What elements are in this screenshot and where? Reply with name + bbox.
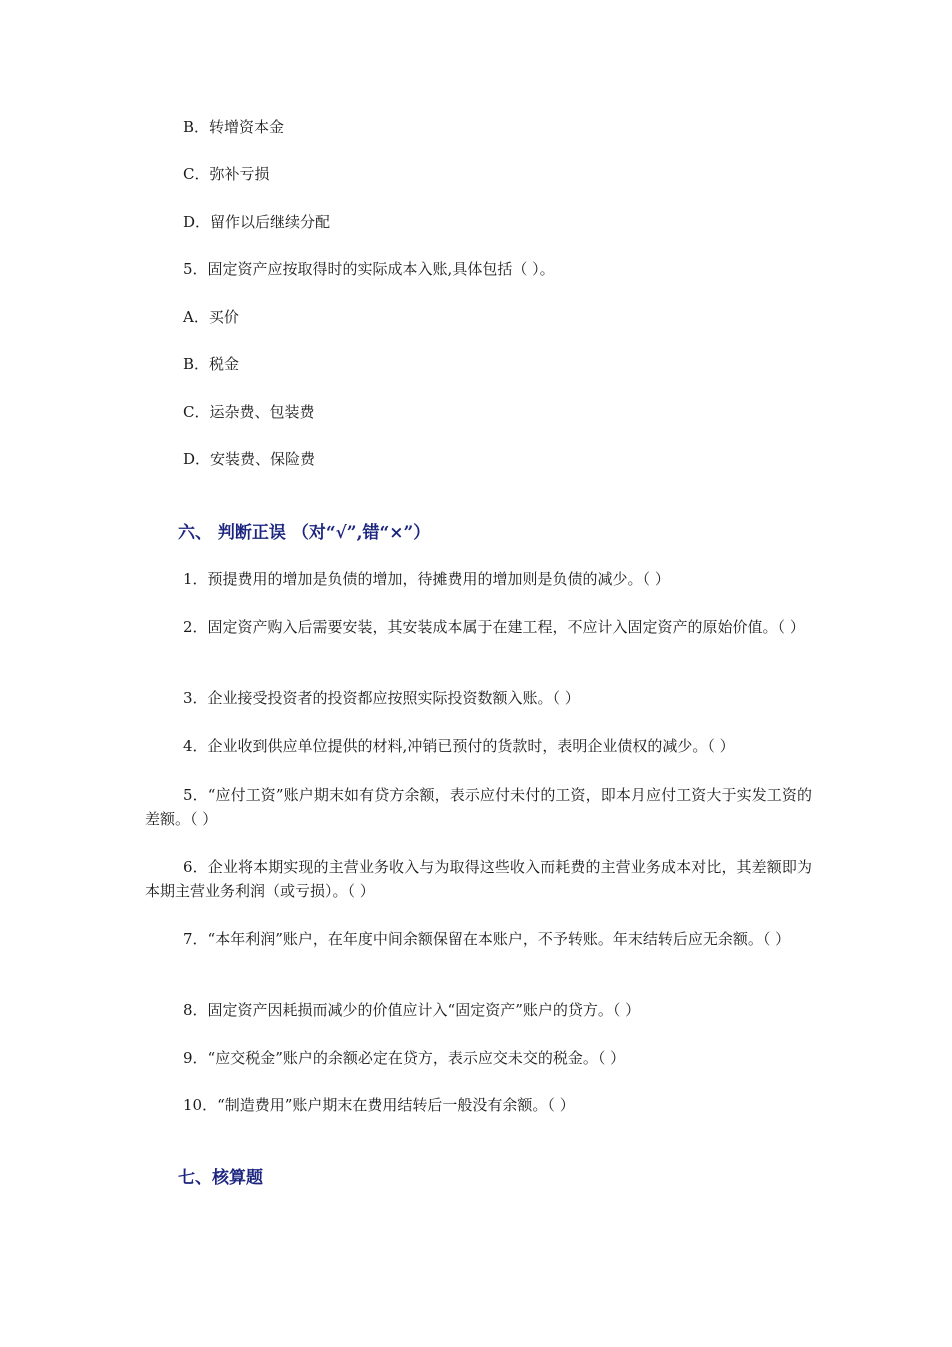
judge-item-10: 10．“制造费用”账户期末在费用结转后一般没有余额。（ ） [183, 1096, 575, 1114]
option-b-prev: B．转增资本金 [183, 118, 285, 136]
question-5-option-d: D．安装费、保险费 [183, 450, 316, 468]
question-5-option-a: A．买价 [183, 308, 239, 326]
judge-item-6: 6．企业将本期实现的主营业务收入与为取得这些收入而耗费的主营业务成本对比，其差额即为本期主营业务利润（或亏损）。（ ） [145, 858, 812, 900]
judge-item-4: 4．企业收到供应单位提供的材料,冲销已预付的货款时，表明企业债权的减少。（ ） [183, 737, 735, 755]
question-5-option-c: C．运杂费、包装费 [183, 403, 315, 421]
option-c-prev: C．弥补亏损 [183, 165, 270, 183]
judge-item-5: 5．“应付工资”账户期末如有贷方余额，表示应付未付的工资，即本月应付工资大于实发工资的差额。（ ） [145, 786, 812, 828]
section-7-heading: 七、核算题 [178, 1168, 263, 1188]
question-5-option-b: B．税金 [183, 355, 240, 373]
judge-item-7: 7．“本年利润”账户，在年度中间余额保留在本账户，不予转账。年末结转后应无余额。（ ） [183, 930, 791, 948]
judge-item-8: 8．固定资产因耗损而减少的价值应计入“固定资产”账户的贷方。（ ） [183, 1001, 641, 1019]
judge-item-2: 2．固定资产购入后需要安装，其安装成本属于在建工程，不应计入固定资产的原始价值。（ ） [183, 618, 805, 636]
judge-item-1: 1．预提费用的增加是负债的增加，待摊费用的增加则是负债的减少。（ ） [183, 570, 670, 588]
judge-item-3: 3．企业接受投资者的投资都应按照实际投资数额入账。（ ） [183, 689, 580, 707]
judge-item-9: 9．“应交税金”账户的余额必定在贷方，表示应交未交的税金。（ ） [183, 1049, 626, 1067]
question-5: 5．固定资产应按取得时的实际成本入账,具体包括（ ）。 [183, 260, 555, 278]
option-d-prev: D．留作以后继续分配 [183, 213, 331, 231]
section-6-heading: 六、 判断正误 （对“√”,错“×”） [178, 523, 431, 543]
